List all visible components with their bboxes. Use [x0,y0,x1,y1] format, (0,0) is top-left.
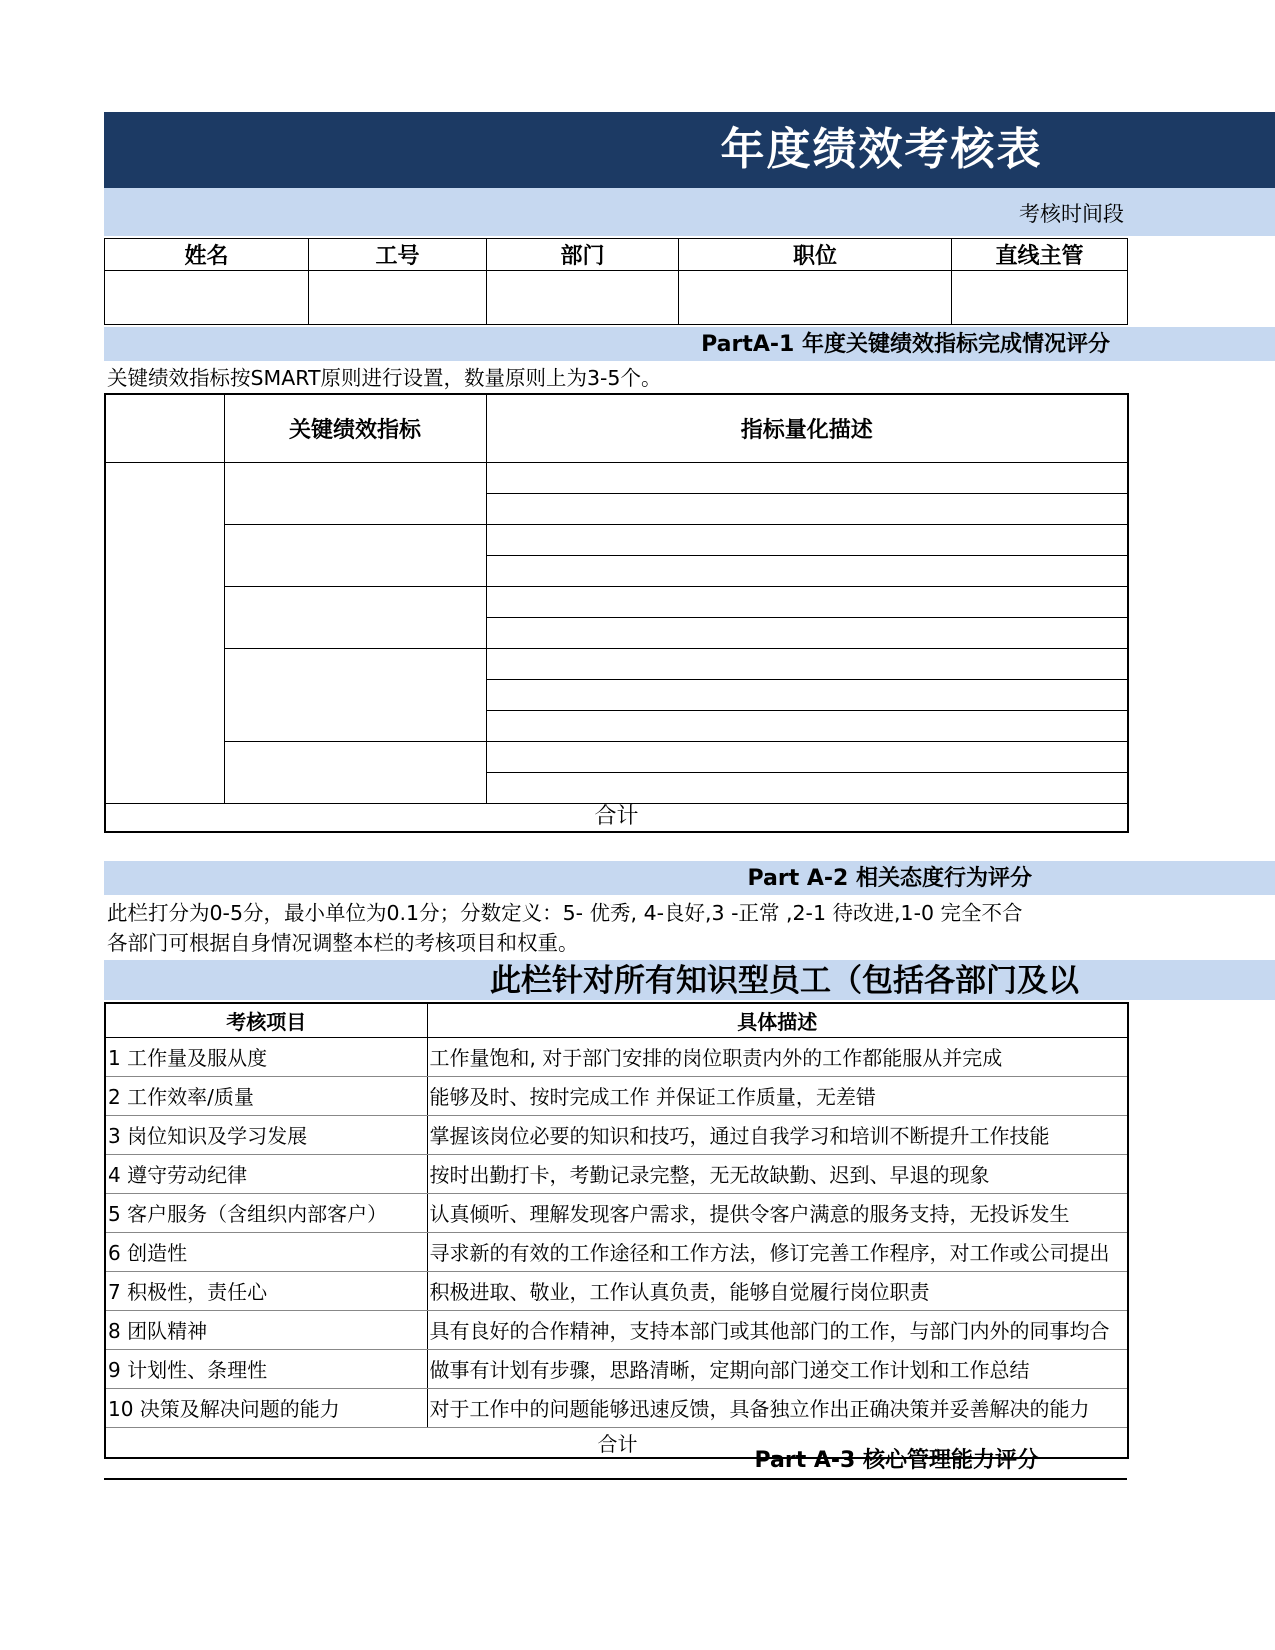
assessment-description: 能够及时、按时完成工作 并保证工作质量，无差错 [427,1076,1128,1115]
assessment-description: 认真倾听、理解发现客户需求，提供令客户满意的服务支持，无投诉发生 [427,1193,1128,1232]
position-cell[interactable] [679,271,952,325]
name-cell[interactable] [105,271,309,325]
part-a2-score-note: 此栏打分为0-5分，最小单位为0.1分；分数定义：5- 优秀, 4-良好,3 -正常 ,2-1 待改进,1-0 完全不合 [107,901,1023,925]
assessment-item: 7 积极性，责任心 [105,1271,427,1310]
part-a3-rule [104,1478,1127,1480]
kpi-blank-header [105,394,224,462]
kpi-description-cell[interactable] [486,524,1128,555]
kpi-cell[interactable] [224,524,486,586]
kpi-header: 关键绩效指标 [224,394,486,462]
assessment-item: 5 客户服务（含组织内部客户） [105,1193,427,1232]
kpi-description-cell[interactable] [486,710,1128,741]
part-a1-heading: PartA-1 年度关键绩效指标完成情况评分 [701,332,1110,357]
part-a1-note: 关键绩效指标按SMART原则进行设置，数量原则上为3-5个。 [107,366,662,390]
assessment-item: 8 团队精神 [105,1310,427,1349]
assessment-item: 2 工作效率/质量 [105,1076,427,1115]
kpi-description-cell[interactable] [486,617,1128,648]
assessment-item: 1 工作量及服从度 [105,1037,427,1076]
department-cell[interactable] [487,271,679,325]
assessment-item: 3 岗位知识及学习发展 [105,1115,427,1154]
employee-info-table [104,238,1128,325]
supervisor-cell[interactable] [952,271,1128,325]
kpi-table [104,393,1129,833]
part-a2-banner: 此栏针对所有知识型员工（包括各部门及以 [490,963,1079,999]
kpi-total-label: 合计 [105,803,1128,832]
description-header: 具体描述 [427,1003,1128,1037]
assessment-description: 按时出勤打卡，考勤记录完整，无无故缺勤、迟到、早退的现象 [427,1154,1128,1193]
assessment-description: 掌握该岗位必要的知识和技巧，通过自我学习和培训不断提升工作技能 [427,1115,1128,1154]
assessment-item-header: 考核项目 [105,1003,427,1037]
part-a2-adjust-note: 各部门可根据自身情况调整本栏的考核项目和权重。 [107,931,579,955]
assessment-item: 10 决策及解决问题的能力 [105,1388,427,1427]
kpi-description-cell[interactable] [486,741,1128,772]
assessment-description: 寻求新的有效的工作途径和工作方法，修订完善工作程序，对工作或公司提出 [427,1232,1128,1271]
kpi-description-cell[interactable] [486,648,1128,679]
kpi-description-cell[interactable] [486,555,1128,586]
period-label: 考核时间段 [1019,202,1124,226]
kpi-description-cell[interactable] [486,772,1128,803]
employee-id-cell[interactable] [309,271,487,325]
supervisor-header: 直线主管 [952,239,1128,271]
position-header: 职位 [679,239,952,271]
assessment-description: 积极进取、敬业，工作认真负责，能够自觉履行岗位职责 [427,1271,1128,1310]
kpi-description-cell[interactable] [486,462,1128,493]
employee-id-header: 工号 [309,239,487,271]
kpi-description-cell[interactable] [486,679,1128,710]
kpi-weight-cell[interactable] [105,462,224,803]
page-title: 年度绩效考核表 [720,124,1043,175]
attitude-total-label: 合计 [105,1427,1128,1458]
assessment-description: 做事有计划有步骤，思路清晰，定期向部门递交工作计划和工作总结 [427,1349,1128,1388]
kpi-description-cell[interactable] [486,586,1128,617]
assessment-description: 对于工作中的问题能够迅速反馈，具备独立作出正确决策并妥善解决的能力 [427,1388,1128,1427]
kpi-description-cell[interactable] [486,493,1128,524]
kpi-cell[interactable] [224,586,486,648]
assessment-item: 4 遵守劳动纪律 [105,1154,427,1193]
department-header: 部门 [487,239,679,271]
kpi-cell[interactable] [224,648,486,741]
part-a2-heading: Part A-2 相关态度行为评分 [747,866,1032,891]
name-header: 姓名 [105,239,309,271]
kpi-cell[interactable] [224,741,486,803]
assessment-description: 工作量饱和, 对于部门安排的岗位职责内外的工作都能服从并完成 [427,1037,1128,1076]
assessment-item: 6 创造性 [105,1232,427,1271]
assessment-item: 9 计划性、条理性 [105,1349,427,1388]
assessment-description: 具有良好的合作精神，支持本部门或其他部门的工作，与部门内外的同事均合 [427,1310,1128,1349]
kpi-description-header: 指标量化描述 [486,394,1128,462]
attitude-table [104,1002,1129,1459]
kpi-cell[interactable] [224,462,486,524]
part-a3-heading: Part A-3 核心管理能力评分 [754,1448,1039,1473]
